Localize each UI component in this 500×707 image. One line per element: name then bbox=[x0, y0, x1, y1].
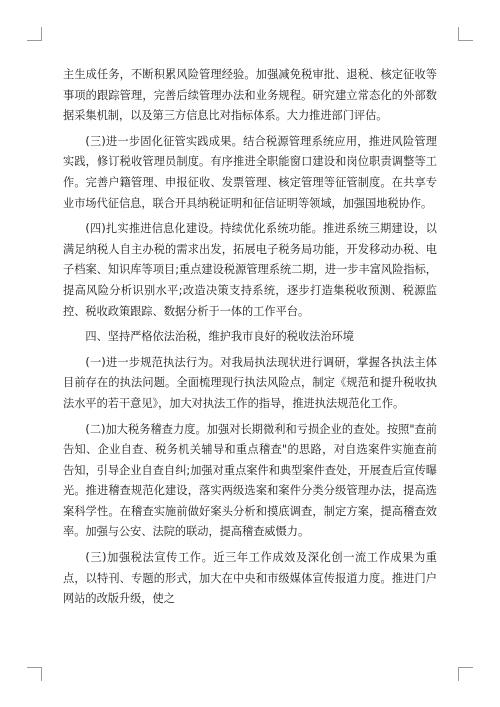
crop-mark-top-left bbox=[41, 27, 42, 41]
crop-mark-top-right bbox=[458, 27, 459, 41]
crop-mark-bottom-left bbox=[41, 667, 42, 681]
crop-mark-bottom-right bbox=[458, 667, 459, 681]
paragraph: (四)扎实推进信息化建设。持续优化系统功能。推进系统三期建设，以满足纳税人自主办税的需求出发，拓展电子税务局功能，开发移动办税、电子档案、知识库等项目;重点建设税源管理系统二期，进一步丰富风险指标，提高风险分析识别水平;改造决策支持系统，逐步打造集税收预测、税源监控、税收政策跟踪、数据分析于一体的工作平台。 bbox=[63, 222, 437, 318]
crop-mark-top-left bbox=[27, 40, 41, 41]
section-heading: 四、坚持严格依法治税，维护我市良好的税收法治环境 bbox=[85, 330, 354, 344]
paragraph: (三)加强税法宣传工作。近三年工作成效及深化创一流工作成果为重点，以特刊、专题的形式，加大在中央和市级媒体宣传报道力度。推进门户网站的改版升级，使之 bbox=[63, 551, 437, 606]
paragraph: (一)进一步规范执法行为。对我局执法现状进行调研，掌握各执法主体目前存在的执法问题。全面梳理现行执法风险点，制定《规范和提升税收执法水平的若干意见》，加大对执法工作的指导，推进执法规范化工作。 bbox=[63, 355, 437, 410]
paragraph: (二)加大税务稽查力度。加强对长期微利和亏损企业的查处。按照"查前告知、企业自查、税务机关辅导和重点稽查"的思路，对自选案件实施查前告知，引导企业自查自纠;加强对重点案件和典型案件查处，开展查后宣传曝光。推进稽查规范化建设，落实两级选案和案件分类分级管理办法，提高选案科学性。在稽查实施前做好案头分析和摸底调查，制定方案，提高稽查效率。加强与公安、法院的联动，提高稽查威慑力。 bbox=[63, 422, 437, 539]
crop-mark-top-right bbox=[459, 40, 473, 41]
crop-mark-bottom-right bbox=[459, 667, 473, 668]
paragraph: (三)进一步固化征管实践成果。结合税源管理系统应用，推进风险管理实践，修订税收管理员制度。有序推进全职能窗口建设和岗位职责调整等工作。完善户籍管理、申报征收、发票管理、核定管理等征管制度。在共享专业市场代征信息，联合开具纳税证明和征信证明等领域，加强国地税协作。 bbox=[63, 134, 437, 210]
document-body bbox=[63, 65, 437, 615]
paragraph: 主生成任务，不断积累风险管理经验。加强减免税审批、退税、核定征收等事项的跟踪管理，完善后续管理办法和业务规程。研究建立常态化的外部数据采集机制，以及第三方信息比对指标体系。大力推进部门评估。 bbox=[63, 68, 437, 123]
crop-mark-bottom-left bbox=[27, 667, 41, 668]
